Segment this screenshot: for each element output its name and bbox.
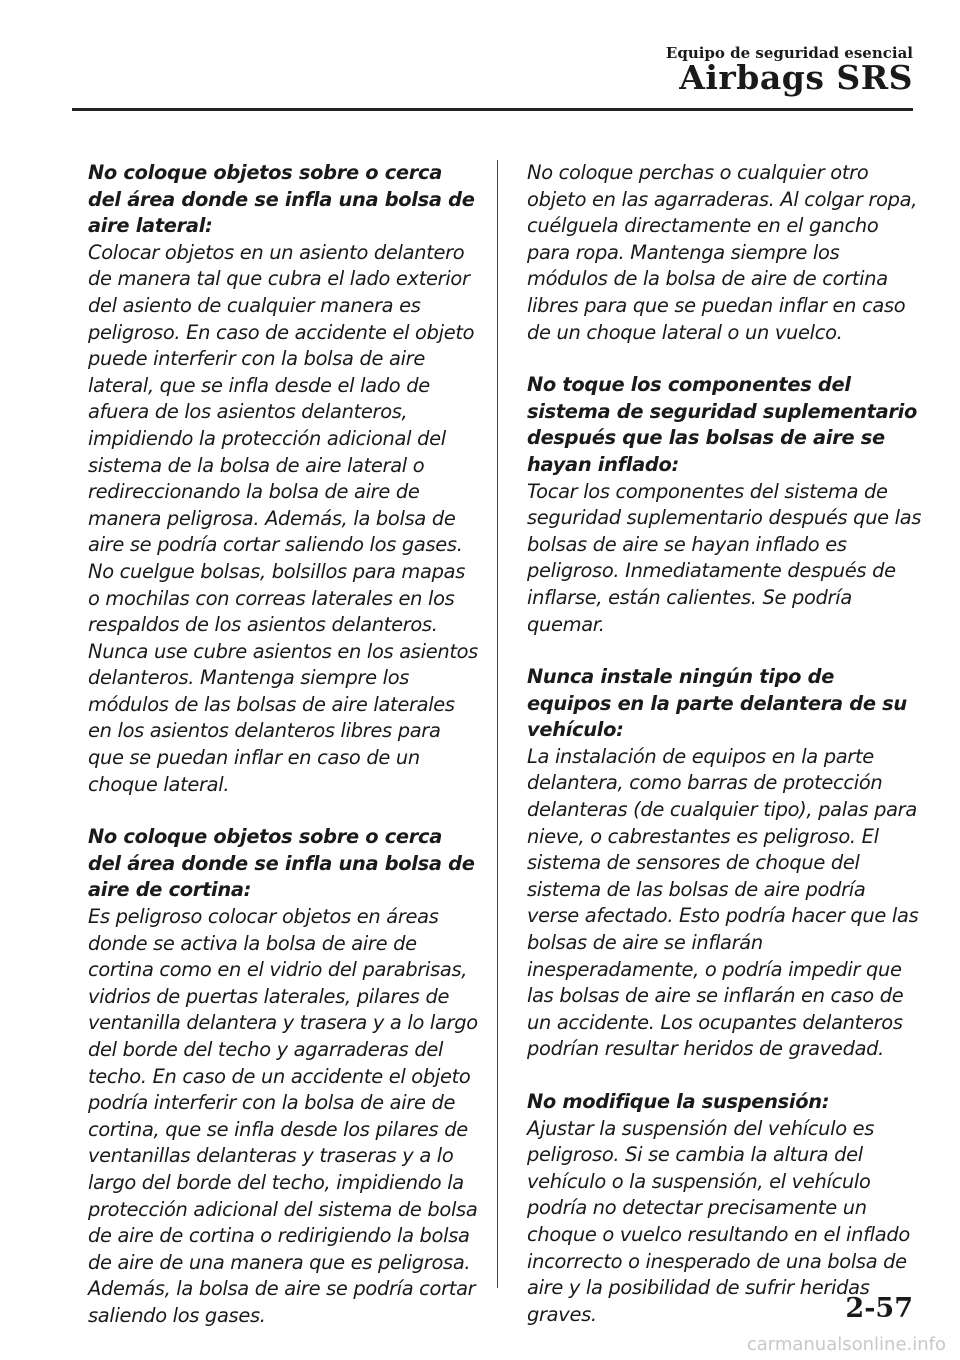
warning-paragraph: Es peligroso colocar objetos en áreas donde se activa la bolsa de aire de cortina como en el vidrio del parabrisas, vidrios de puertas laterales, pilares de ventanilla delantera y trasera y a lo largo del borde del techo y agarraderas del techo. En caso de un accidente el objeto podría interferir con la bolsa de aire de cortina, que se infla desde los pilares de ventanillas delanteras y traseras y a lo largo del borde del techo, impidiendo la protección adicional del sistema de bolsa de aire de cortina o redirigiendo la bolsa de aire de una manera que es peligrosa. Además, la bolsa de aire se podría cortar saliendo los gases. — [88, 905, 478, 1327]
warning-paragraph: Colocar objetos en un asiento delantero de manera tal que cubra el lado exterior del asiento de cualquier manera es peligroso. En caso de accidente el objeto puede interferir con la bolsa de aire lateral, que se infla desde el lado de afuera de los asientos delanteros, impidiendo la protección adicional del sistema de la bolsa de aire lateral o redireccionando la bolsa de aire de manera peligrosa. Además, la bolsa de aire se podría cortar saliendo los gases. — [88, 240, 475, 557]
page-number: 2-57 — [845, 1293, 913, 1324]
header-rule — [72, 108, 913, 111]
warning-paragraph: Ajustar la suspensión del vehículo es peligroso. Si se cambia la altura del vehículo o la suspensión, el vehículo podría no detectar precisamente un choque o vuelco resultando en el inflado incorrecto o inesperado de una bolsa de aire y la posibilidad de sufrir heridas graves. — [527, 1116, 910, 1326]
left-column — [88, 160, 480, 1356]
warning-paragraph: No coloque perchas o cualquier otro objeto en las agarraderas. Al colgar ropa, cuélguela directamente en el gancho para ropa. Mantenga siempre los módulos de la bolsa de aire de cortina libres para que se puedan inflar en caso de un choque lateral o un vuelco. — [527, 161, 918, 344]
warning-paragraph: La instalación de equipos en la parte delantera, como barras de protección delanteras (de cualquier tipo), palas para nieve, o cabrestantes es peligroso. El sistema de sensores de choque del sistema de las bolsas de aire podría verse afectado. Esto podría hacer que las bolsas de aire se inflarán inesperadamente, o podría impedir que las bolsas de aire se inflarán en caso de un accidente. Los ocupantes delanteros podrían resultar heridos de gravedad. — [527, 744, 919, 1061]
watermark: carmanualsonline.info — [746, 1334, 946, 1355]
column-divider — [497, 160, 498, 1288]
section-title: Equipo de seguridad esencial — [665, 44, 913, 62]
warning-heading: No coloque objetos sobre o cerca del área donde se infla una bolsa de aire de cortina: — [88, 825, 475, 902]
warning-paragraph: Tocar los componentes del sistema de seguridad suplementario después que las bolsas de aire se hayan inflado es peligroso. Inmediatamente después de inflarse, están calientes. Se podría quemar. — [527, 479, 922, 636]
warning-paragraph: No cuelgue bolsas, bolsillos para mapas o mochilas con correas laterales en los respaldos de los asientos delanteros. — [88, 559, 465, 637]
warning-heading: No toque los componentes del sistema de seguridad suplementario después que las bolsas de aire se hayan inflado: — [527, 373, 918, 476]
warning-heading: Nunca instale ningún tipo de equipos en la parte delantera de su vehículo: — [527, 665, 907, 742]
page-title: Airbags SRS — [679, 58, 913, 97]
warning-block — [88, 824, 480, 1329]
warning-block — [527, 160, 922, 346]
warning-paragraph: Nunca use cubre asientos en los asientos delanteros. Mantenga siempre los módulos de las bolsas de aire laterales en los asientos delanteros libres para que se puedan inflar en caso de un choque lateral. — [88, 639, 478, 796]
warning-heading: No coloque objetos sobre o cerca del área donde se infla una bolsa de aire lateral: — [88, 161, 475, 238]
warning-block — [527, 664, 922, 1063]
warning-heading: No modifique la suspensión: — [527, 1090, 830, 1113]
right-column — [527, 160, 922, 1354]
warning-block — [527, 372, 922, 638]
warning-block — [88, 160, 480, 798]
